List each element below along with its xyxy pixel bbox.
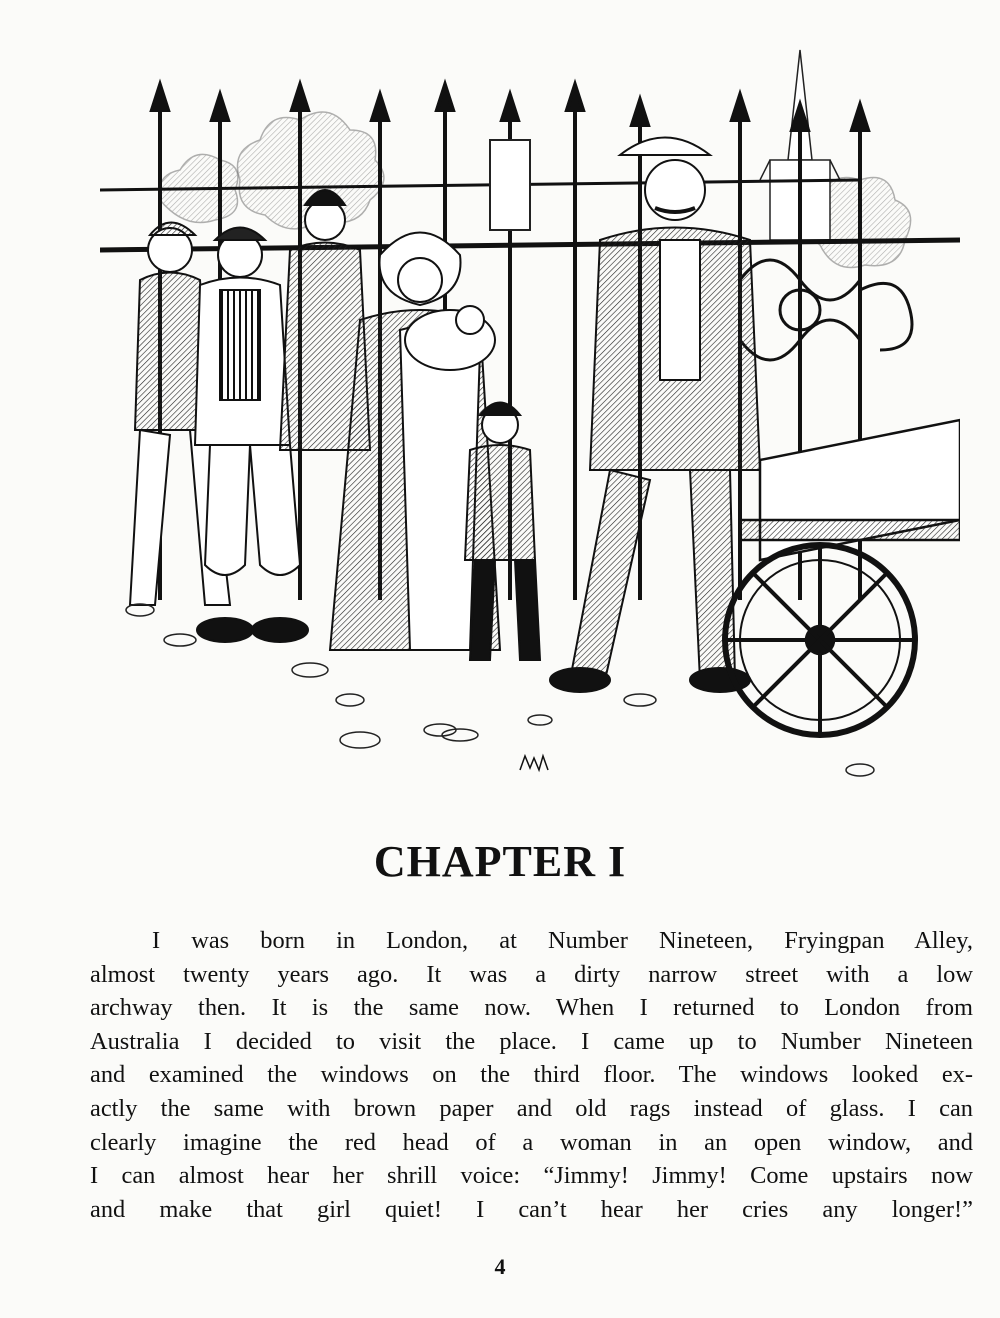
chapter-title: CHAPTER I [373, 837, 627, 886]
chapter-body-paragraph [90, 924, 973, 1226]
text-line: I was born in London, at Number Nineteen, Fryingpan Alley, [152, 927, 973, 954]
text-line: Australia I decided to visit the place. I came up to Number Nineteen [90, 1027, 973, 1055]
funeral-procession-illustration [100, 40, 960, 800]
text-line: almost twenty years ago. It was a dirty narrow street with a low [90, 960, 973, 988]
text-line: actly the same with brown paper and old rags instead of glass. I can [90, 1094, 973, 1122]
text-line: I can almost hear her shrill voice: “Jimmy! Jimmy! Come upstairs now [90, 1162, 973, 1190]
text-line: clearly imagine the red head of a woman in an open window, and [90, 1128, 973, 1156]
tombstone [490, 140, 530, 230]
page-number: 4 [494, 1254, 506, 1279]
coffin-cart [725, 420, 960, 735]
text-line: archway then. It is the same now. When I returned to London from [90, 994, 973, 1022]
text-line: and make that girl quiet! I can’t hear her cries any longer!” [90, 1195, 973, 1223]
text-line: and examined the windows on the third floor. The windows looked ex- [90, 1061, 973, 1089]
